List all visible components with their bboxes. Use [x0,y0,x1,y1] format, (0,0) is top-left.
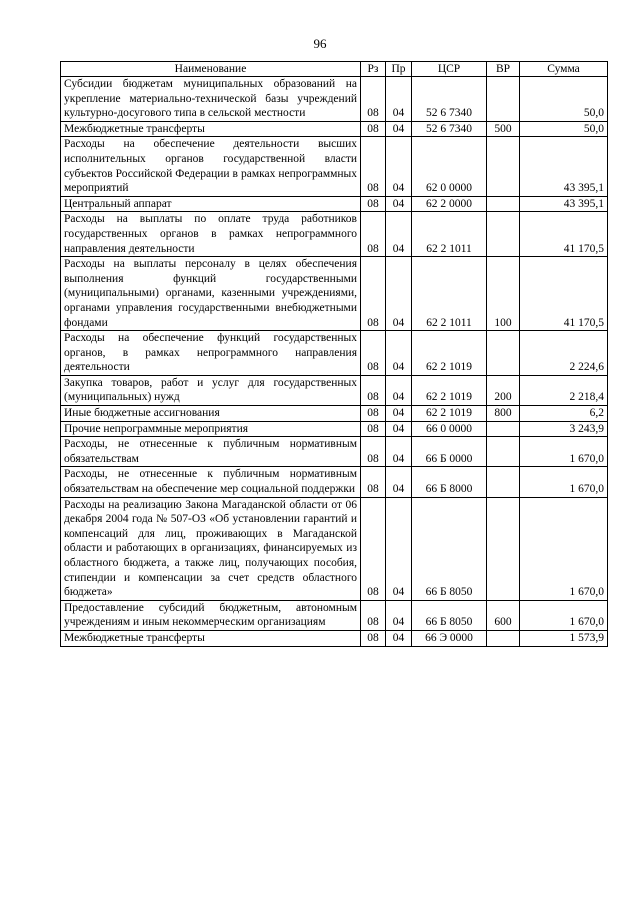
table-row [61,467,608,497]
table-row [61,77,608,122]
table-row [61,437,608,467]
row-rz: 08 [361,137,386,196]
row-csr: 66 Б 8050 [412,497,487,600]
header-name: Наименование [61,62,361,77]
row-pr: 04 [386,497,412,600]
row-name: Расходы на выплаты по оплате труда работников государственных органов в рамках непрограммного направления деятельности [61,212,361,257]
row-rz: 08 [361,212,386,257]
row-sum: 2 218,4 [520,375,608,405]
table-row [61,121,608,137]
row-pr: 04 [386,212,412,257]
row-csr: 62 2 1019 [412,331,487,376]
row-name: Межбюджетные трансферты [61,121,361,137]
row-rz: 08 [361,437,386,467]
row-sum: 43 395,1 [520,196,608,212]
row-vr [487,77,520,122]
page-number: 96 [313,36,327,51]
row-csr: 66 0 0000 [412,421,487,437]
table-row [61,137,608,196]
table-row [61,196,608,212]
row-vr [487,212,520,257]
row-rz: 08 [361,375,386,405]
row-csr: 62 2 1019 [412,375,487,405]
row-rz: 08 [361,600,386,630]
row-sum: 50,0 [520,77,608,122]
row-pr: 04 [386,406,412,422]
row-sum: 41 170,5 [520,257,608,331]
row-name: Расходы на выплаты персоналу в целях обеспечения выполнения функций государственными (муниципальными) органами, казенными учреждениями, органами управления государственными внебюджетными фондами [61,257,361,331]
row-rz: 08 [361,497,386,600]
row-pr: 04 [386,257,412,331]
row-pr: 04 [386,375,412,405]
row-sum: 3 243,9 [520,421,608,437]
row-pr: 04 [386,77,412,122]
row-pr: 04 [386,121,412,137]
row-csr: 62 2 1011 [412,257,487,331]
row-sum: 41 170,5 [520,212,608,257]
row-csr: 52 6 7340 [412,121,487,137]
row-sum: 2 224,6 [520,331,608,376]
table-header-row [61,62,608,77]
row-vr: 800 [487,406,520,422]
row-name: Субсидии бюджетам муниципальных образований на укрепление материально-технической базы учреждений культурно-досугового типа в сельской местности [61,77,361,122]
row-vr [487,196,520,212]
table-row [61,600,608,630]
row-vr: 500 [487,121,520,137]
row-csr: 66 Э 0000 [412,630,487,646]
row-rz: 08 [361,406,386,422]
row-name: Закупка товаров, работ и услуг для государственных (муниципальных) нужд [61,375,361,405]
row-pr: 04 [386,196,412,212]
header-rz: Рз [361,62,386,77]
row-sum: 43 395,1 [520,137,608,196]
row-csr: 62 2 1011 [412,212,487,257]
row-pr: 04 [386,421,412,437]
row-pr: 04 [386,600,412,630]
row-rz: 08 [361,121,386,137]
row-csr: 52 6 7340 [412,77,487,122]
row-name: Расходы на реализацию Закона Магаданской области от 06 декабря 2004 года № 507-ОЗ «Об установлении гарантий и компенсаций для лиц, проживающих в Магаданской области и работающих в организациях, финансируемых из областного бюджета, а также лиц, получающих пособия, стипендии и компенсации за счет средств областного бюджета» [61,497,361,600]
table-row [61,375,608,405]
row-rz: 08 [361,467,386,497]
row-name: Иные бюджетные ассигнования [61,406,361,422]
row-name: Центральный аппарат [61,196,361,212]
row-rz: 08 [361,421,386,437]
row-vr: 600 [487,600,520,630]
row-name: Расходы на обеспечение деятельности высших исполнительных органов государственной власти субъектов Российской Федерации в рамках непрограммных мероприятий [61,137,361,196]
row-name: Расходы, не отнесенные к публичным нормативным обязательствам [61,437,361,467]
row-pr: 04 [386,137,412,196]
row-vr [487,467,520,497]
row-vr [487,497,520,600]
table-row [61,406,608,422]
header-sum: Сумма [520,62,608,77]
row-vr [487,137,520,196]
row-rz: 08 [361,630,386,646]
row-pr: 04 [386,630,412,646]
row-csr: 66 Б 0000 [412,437,487,467]
row-name: Предоставление субсидий бюджетным, автономным учреждениям и иным некоммерческим организациям [61,600,361,630]
row-name: Расходы, не отнесенные к публичным нормативным обязательствам на обеспечение мер социальной поддержки [61,467,361,497]
row-csr: 66 Б 8000 [412,467,487,497]
row-sum: 50,0 [520,121,608,137]
row-name: Прочие непрограммные мероприятия [61,421,361,437]
row-rz: 08 [361,257,386,331]
row-vr [487,331,520,376]
row-pr: 04 [386,437,412,467]
table-row [61,257,608,331]
row-rz: 08 [361,196,386,212]
row-sum: 1 670,0 [520,437,608,467]
row-sum: 6,2 [520,406,608,422]
row-sum: 1 670,0 [520,467,608,497]
table-row [61,331,608,376]
header-csr: ЦСР [412,62,487,77]
header-pr: Пр [386,62,412,77]
table-row [61,497,608,600]
row-vr [487,421,520,437]
row-vr: 100 [487,257,520,331]
row-vr [487,630,520,646]
row-sum: 1 670,0 [520,600,608,630]
table-row [61,212,608,257]
row-csr: 62 0 0000 [412,137,487,196]
row-csr: 62 2 1019 [412,406,487,422]
row-name: Межбюджетные трансферты [61,630,361,646]
row-sum: 1 670,0 [520,497,608,600]
table-row [61,630,608,646]
row-csr: 66 Б 8050 [412,600,487,630]
row-name: Расходы на обеспечение функций государственных органов, в рамках непрограммного направления деятельности [61,331,361,376]
row-vr: 200 [487,375,520,405]
row-csr: 62 2 0000 [412,196,487,212]
row-rz: 08 [361,77,386,122]
table-row [61,421,608,437]
budget-table [60,61,608,647]
header-vr: ВР [487,62,520,77]
row-sum: 1 573,9 [520,630,608,646]
row-pr: 04 [386,331,412,376]
row-pr: 04 [386,467,412,497]
row-vr [487,437,520,467]
row-rz: 08 [361,331,386,376]
